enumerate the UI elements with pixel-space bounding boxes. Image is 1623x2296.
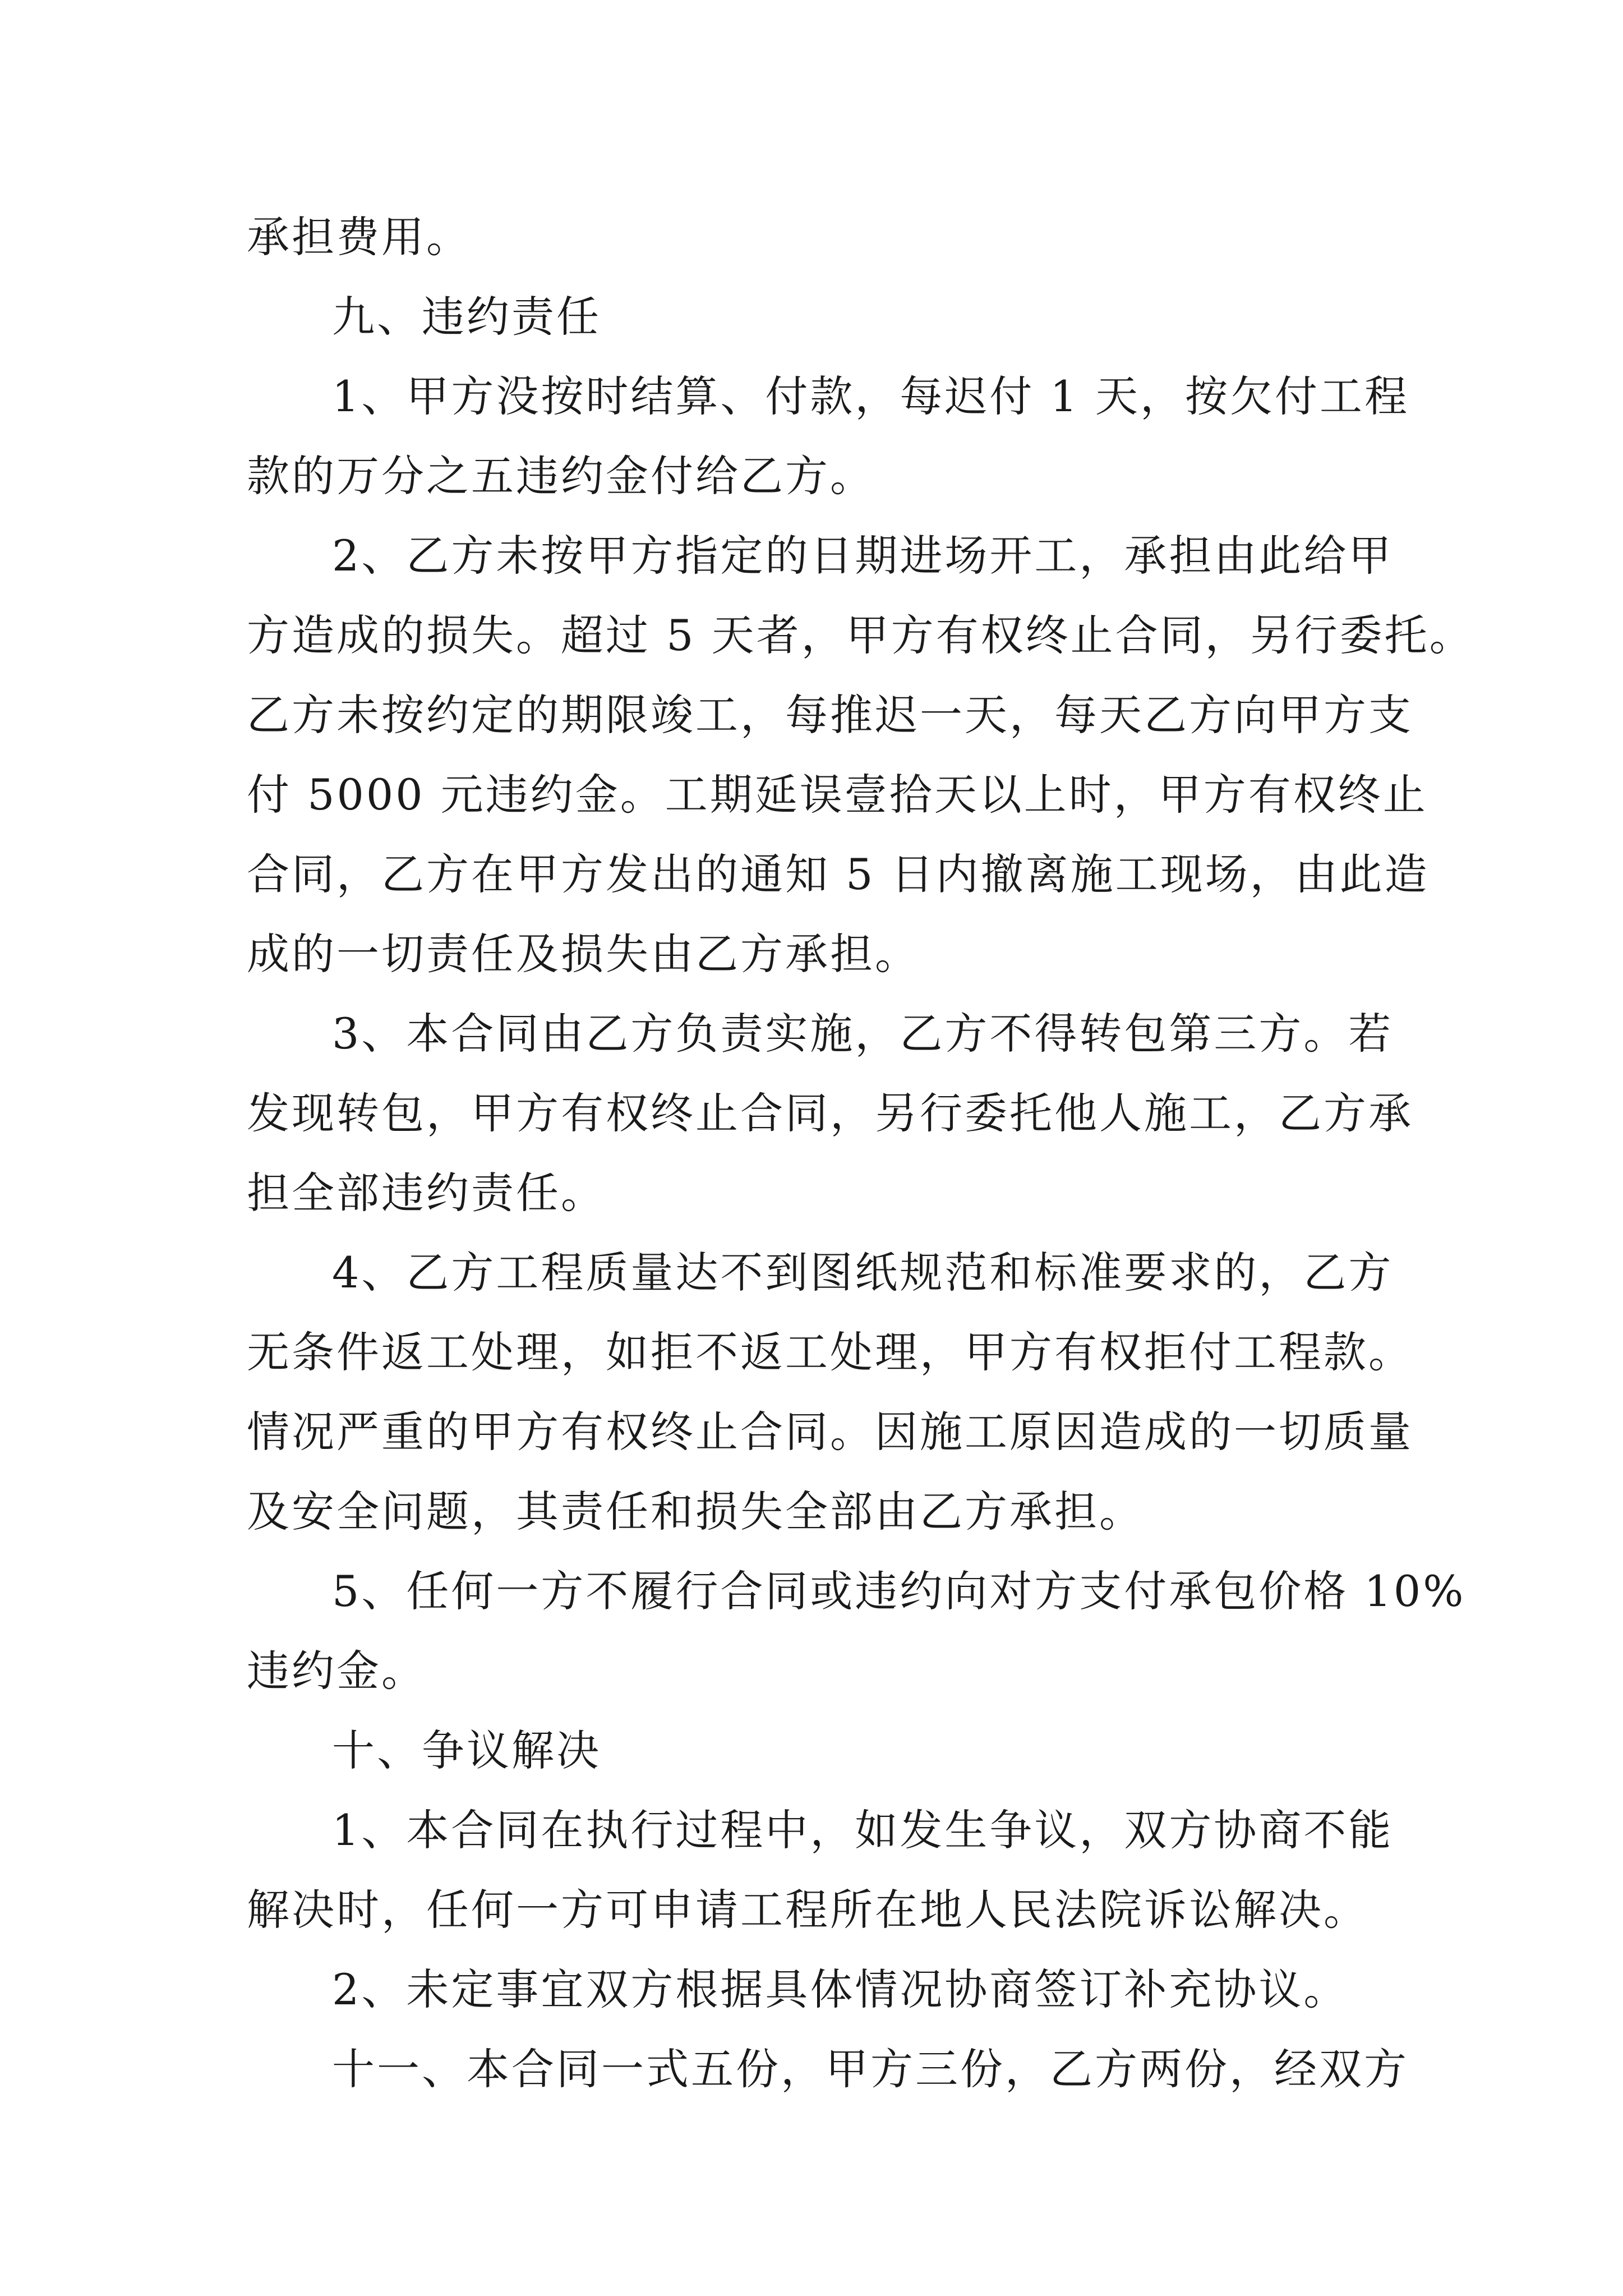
text-line: 成的一切责任及损失由乙方承担。 (247, 929, 920, 979)
text-line: 方造成的损失。超过 5 天者，甲方有权终止合同，另行委托。 (247, 610, 1474, 660)
text-line: 1、本合同在执行过程中，如发生争议，双方协商不能 (332, 1805, 1394, 1855)
text-line: 2、乙方未按甲方指定的日期进场开工，承担由此给甲 (332, 531, 1394, 581)
text-line: 担全部违约责任。 (247, 1168, 606, 1218)
text-line: 2、未定事宜双方根据具体情况协商签订补充协议。 (332, 1964, 1349, 2014)
text-line: 1、甲方没按时结算、付款，每迟付 1 天，按欠付工程 (332, 371, 1410, 421)
text-line: 4、乙方工程质量达不到图纸规范和标准要求的，乙方 (332, 1248, 1394, 1297)
text-line: 付 5000 元违约金。工期延误壹拾天以上时，甲方有权终止 (247, 770, 1428, 820)
text-line: 十一、本合同一式五份，甲方三份，乙方两份，经双方 (332, 2044, 1409, 2094)
text-line: 无条件返工处理，如拒不返工处理，甲方有权拒付工程款。 (247, 1327, 1413, 1377)
contract-text-body (247, 197, 1474, 2109)
text-line: 合同，乙方在甲方发出的通知 5 日内撤离施工现场，由此造 (247, 849, 1430, 899)
text-line: 承担费用。 (247, 212, 471, 262)
text-line: 违约金。 (247, 1646, 426, 1696)
text-line: 解决时，任何一方可申请工程所在地人民法院诉讼解决。 (247, 1885, 1368, 1935)
section-heading: 九、违约责任 (332, 292, 601, 342)
section-heading: 十、争议解决 (332, 1726, 601, 1775)
text-line: 款的万分之五违约金付给乙方。 (247, 451, 875, 501)
text-line: 情况严重的甲方有权终止合同。因施工原因造成的一切质量 (247, 1407, 1413, 1457)
text-line: 发现转包，甲方有权终止合同，另行委托他人施工，乙方承 (247, 1088, 1413, 1138)
text-line: 乙方未按约定的期限竣工，每推迟一天，每天乙方向甲方支 (247, 690, 1413, 740)
text-line: 3、本合同由乙方负责实施，乙方不得转包第三方。若 (332, 1009, 1394, 1059)
text-line: 及安全问题，其责任和损失全部由乙方承担。 (247, 1487, 1144, 1536)
text-line: 5、任何一方不履行合同或违约向对方支付承包价格 10% (332, 1566, 1466, 1616)
